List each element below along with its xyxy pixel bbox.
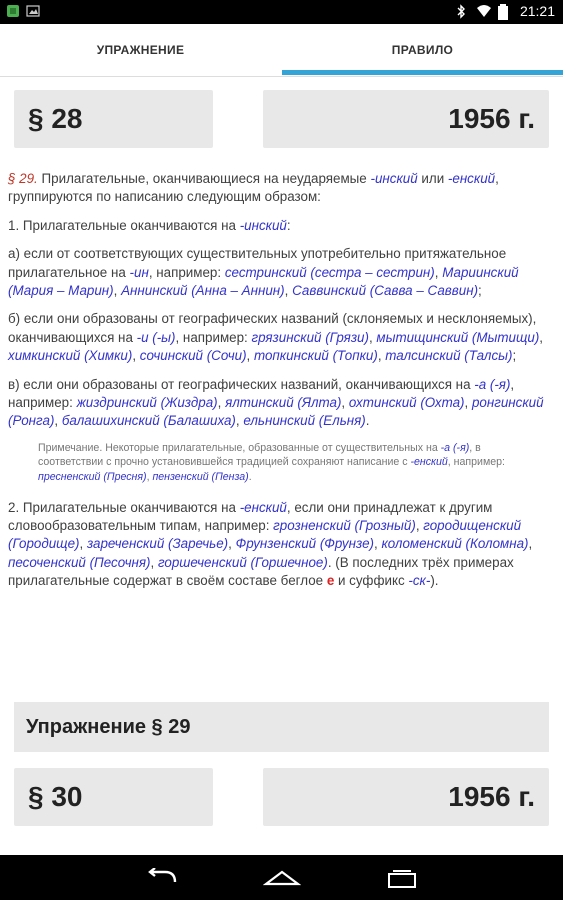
- year-label: 1956 г.: [448, 103, 535, 134]
- rule-intro: § 29. Прилагательные, оканчивающиеся на неударяемые -инский или -енский, группируются по написанию следующим образом:: [8, 171, 499, 205]
- rule-point-1a: а) если от соответствующих существительных употребительно притяжательное прилагательное на -ин, например: сестринский (сестра – сестрин), Мариинский (Мария – Марин), Аннинский (Анна – Аннин), Саввинский (Савва – Саввин);: [8, 246, 519, 299]
- back-icon[interactable]: [142, 865, 182, 891]
- wifi-icon: [476, 4, 490, 18]
- image-notification-icon: [26, 4, 40, 18]
- next-year-button[interactable]: [263, 768, 549, 826]
- bluetooth-icon: [454, 4, 468, 18]
- battery-icon: [498, 4, 512, 18]
- rule-point-1: 1. Прилагательные оканчиваются на -инский:: [8, 217, 291, 233]
- tab-exercise[interactable]: УПРАЖНЕНИЕ: [96, 43, 185, 57]
- next-section-button[interactable]: [14, 768, 213, 826]
- clock: 21:21: [519, 3, 555, 19]
- next-year-label: 1956 г.: [448, 781, 535, 812]
- previous-section-label: § 28: [28, 103, 83, 134]
- rule-note: Примечание. Некоторые прилагательные, образованные от существительных на -а (-я), в соответствии с прочно установившейся традицией сохраняют написание с -енский, например: пресненский (Пресня), пензенский (Пенза).: [38, 441, 505, 484]
- paragraph-number: § 29.: [8, 171, 38, 186]
- exercise-button[interactable]: [14, 702, 549, 752]
- exercise-label: Упражнение § 29: [26, 715, 191, 738]
- rule-text: [8, 170, 548, 601]
- next-section-label: § 30: [28, 781, 83, 812]
- rule-point-1b: б) если они образованы от географических названий (склоняемых и несклоняемых), оканчивающихся на -и (-ы), например: грязинский (Грязи), мытищинский (Мытищи), химкинский (Химки), сочинский (Сочи), топкинский (Топки), талсинский (Талсы);: [8, 311, 544, 364]
- rule-point-1v: в) если они образованы от географических названий, оканчивающихся на -а (-я), например: жиздринский (Жиздра), ялтинский (Ялта), охтинский (Охта), ронгинский (Ронга), балашихинский (Балашиха), ельнинский (Ельня).: [8, 376, 544, 429]
- tab-rule[interactable]: ПРАВИЛО: [391, 43, 454, 57]
- status-bar: [0, 0, 563, 24]
- home-icon[interactable]: [262, 865, 302, 891]
- previous-section-button[interactable]: [14, 90, 213, 148]
- rule-point-2: 2. Прилагательные оканчиваются на -енский, если они принадлежат к другим словообразовательным типам, например: грозненский (Грозный), городищенский (Городище), зареченский (Заречье), Фрунзенский (Фрунзе), коломенский (Коломна), песоченский (Песочня), горшеченский (Горшечное). (В последних трёх примерах прилагательные содержат в своём составе беглое е и суффикс -ск-).: [8, 499, 533, 589]
- navigation-bar: [0, 855, 563, 900]
- app-notification-icon: [6, 4, 20, 18]
- recent-apps-icon[interactable]: [382, 865, 422, 891]
- active-tab-indicator: [282, 70, 563, 75]
- year-button[interactable]: [263, 90, 549, 148]
